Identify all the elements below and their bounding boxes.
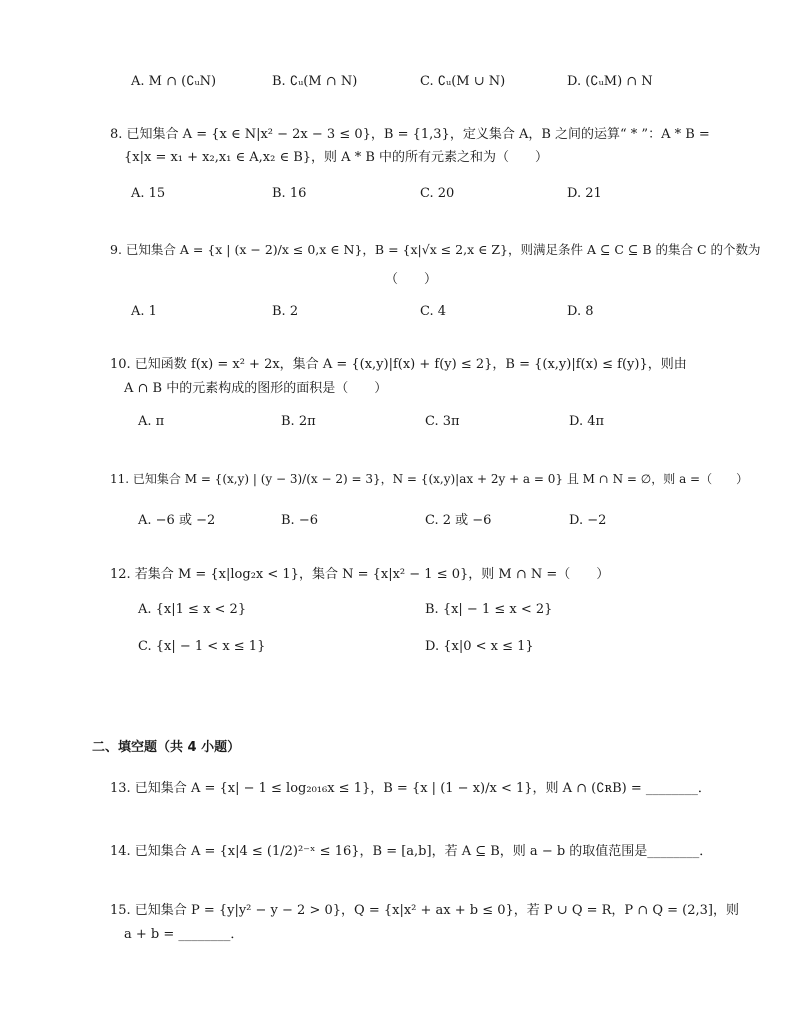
q8-option-d: D. 21 — [567, 186, 602, 201]
q12-option-a: A. {x|1 ≤ x < 2} — [138, 602, 247, 617]
q11-option-a: A. −6 或 −2 — [138, 513, 216, 528]
q13-stem: 13. 已知集合 A = {x| − 1 ≤ log₂₀₁₆x ≤ 1}，B = {x | (1 − x)/x < 1}，则 A ∩ (∁ʀB) = ________． — [110, 781, 711, 796]
section-heading-fill-in: 二、填空题（共 4 小题） — [92, 740, 241, 755]
q10-option-c: C. 3π — [425, 414, 460, 429]
q11-option-c: C. 2 或 −6 — [425, 513, 492, 528]
q11-option-d: D. −2 — [569, 513, 607, 528]
q15-stem-line1: 15. 已知集合 P = {y|y² − y − 2 > 0}，Q = {x|x² + ax + b ≤ 0}，若 P ∪ Q = R，P ∩ Q = (2,3]，则 — [110, 903, 739, 918]
q9-option-b: B. 2 — [272, 304, 299, 319]
q7-option-c: C. ∁ᵤ(M ∪ N) — [420, 74, 506, 89]
q15-stem-line2: a + b = ________． — [124, 927, 244, 942]
q12-option-c: C. {x| − 1 < x ≤ 1} — [138, 639, 266, 654]
q9-option-c: C. 4 — [420, 304, 447, 319]
q7-option-b: B. ∁ᵤ(M ∩ N) — [272, 74, 358, 89]
q8-option-a: A. 15 — [131, 186, 166, 201]
q8-option-b: B. 16 — [272, 186, 307, 201]
q12-option-d: D. {x|0 < x ≤ 1} — [425, 639, 534, 654]
q9-stem-line2: （ ） — [385, 272, 438, 287]
q14-stem: 14. 已知集合 A = {x|4 ≤ (1/2)²⁻ˣ ≤ 16}，B = [a,b]，若 A ⊆ B，则 a − b 的取值范围是________． — [110, 844, 713, 859]
q10-stem-line1: 10. 已知函数 f(x) = x² + 2x，集合 A = {(x,y)|f(x) + f(y) ≤ 2}，B = {(x,y)|f(x) ≤ f(y)}，则由 — [110, 357, 687, 372]
q9-option-d: D. 8 — [567, 304, 594, 319]
q11-stem-line1: 11. 已知集合 M = {(x,y) | (y − 3)/(x − 2) = 3}，N = {(x,y)|ax + 2y + a = 0} 且 M ∩ N = ∅，则 a =（ ） — [110, 472, 749, 486]
q8-option-c: C. 20 — [420, 186, 455, 201]
q9-option-a: A. 1 — [131, 304, 157, 319]
q7-option-a: A. M ∩ (∁ᵤN) — [131, 74, 217, 89]
q10-stem-line2: A ∩ B 中的元素构成的图形的面积是（ ） — [124, 381, 388, 396]
q10-option-b: B. 2π — [281, 414, 316, 429]
q10-option-d: D. 4π — [569, 414, 605, 429]
q12-option-b: B. {x| − 1 ≤ x < 2} — [425, 602, 553, 617]
q10-option-a: A. π — [138, 414, 165, 429]
q11-option-b: B. −6 — [281, 513, 318, 528]
q8-stem-line1: 8. 已知集合 A = {x ∈ N|x² − 2x − 3 ≤ 0}，B = {1,3}，定义集合 A，B 之间的运算“ * ”：A * B = — [110, 127, 710, 142]
q7-option-d: D. (∁ᵤM) ∩ N — [567, 74, 653, 89]
q8-stem-line2: {x|x = x₁ + x₂,x₁ ∈ A,x₂ ∈ B}，则 A * B 中的所有元素之和为（ ） — [124, 150, 549, 165]
q12-stem-line1: 12. 若集合 M = {x|log₂x < 1}，集合 N = {x|x² − 1 ≤ 0}，则 M ∩ N =（ ） — [110, 567, 610, 582]
q9-stem-line1: 9. 已知集合 A = {x | (x − 2)/x ≤ 0,x ∈ N}，B = {x|√x ≤ 2,x ∈ Z}，则满足条件 A ⊆ C ⊆ B 的集合 C 的个数为 — [110, 242, 761, 257]
